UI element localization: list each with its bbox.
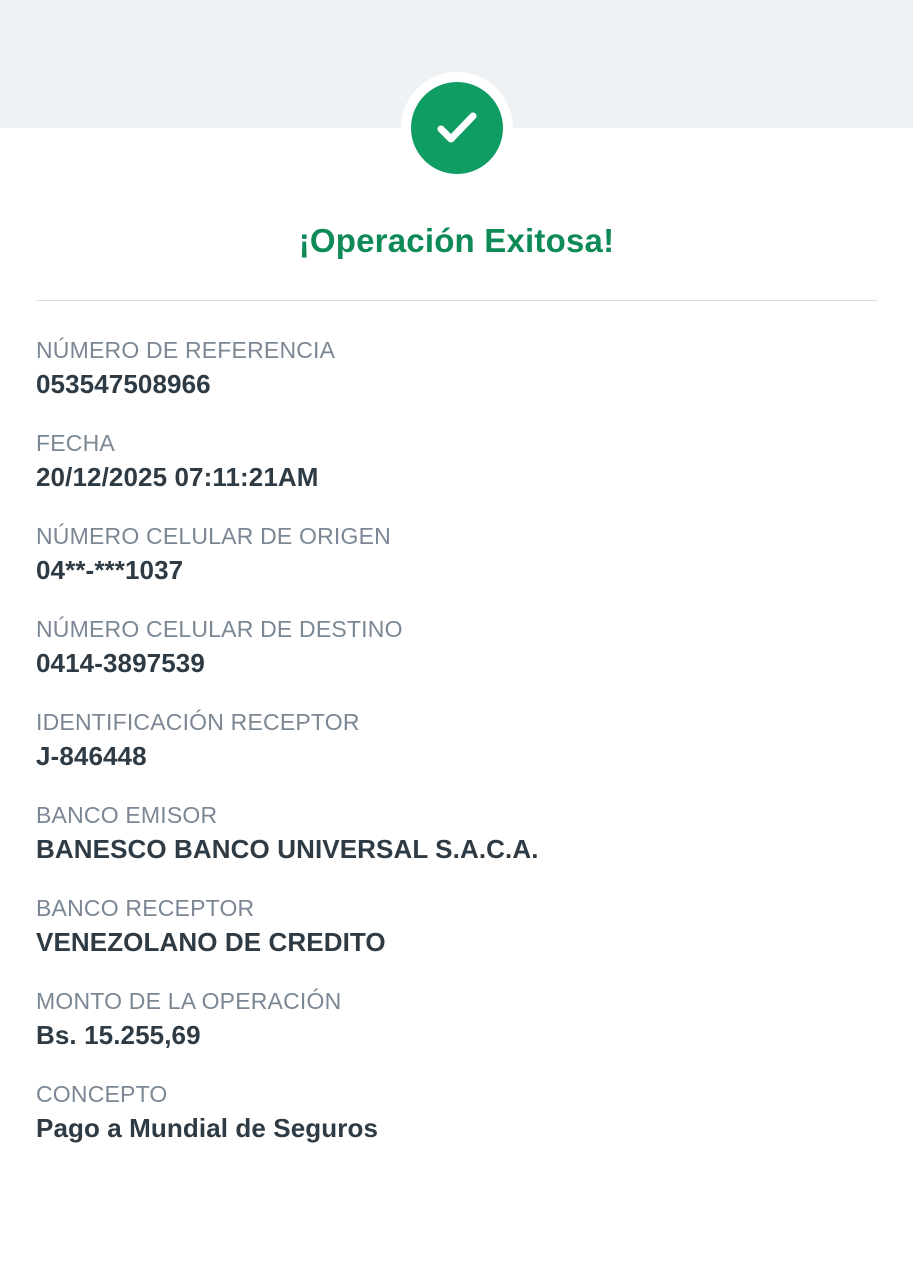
divider xyxy=(36,300,877,301)
field-label: NÚMERO CELULAR DE ORIGEN xyxy=(36,523,391,549)
list-item xyxy=(36,613,881,681)
field-value: Bs. 15.255,69 xyxy=(36,1020,201,1050)
list-item xyxy=(36,1078,881,1146)
field-value: 04**-***1037 xyxy=(36,555,184,585)
field-label: MONTO DE LA OPERACIÓN xyxy=(36,988,342,1014)
list-item xyxy=(36,520,881,588)
field-value: J-846448 xyxy=(36,741,147,771)
field-value: 0414-3897539 xyxy=(36,648,205,678)
field-label: NÚMERO DE REFERENCIA xyxy=(36,337,336,363)
list-item xyxy=(36,334,881,402)
field-label: CONCEPTO xyxy=(36,1081,168,1107)
field-value: VENEZOLANO DE CREDITO xyxy=(36,927,386,957)
field-label: FECHA xyxy=(36,430,115,456)
receipt-details xyxy=(36,334,881,1146)
field-value: Pago a Mundial de Seguros xyxy=(36,1113,378,1143)
field-value: 053547508966 xyxy=(36,369,211,399)
field-label: IDENTIFICACIÓN RECEPTOR xyxy=(36,709,360,735)
field-value: 20/12/2025 07:11:21AM xyxy=(36,462,319,492)
page-title: ¡Operación Exitosa! xyxy=(298,222,615,259)
status-badge xyxy=(401,72,513,184)
field-label: NÚMERO CELULAR DE DESTINO xyxy=(36,616,403,642)
list-item xyxy=(36,892,881,960)
check-circle-icon xyxy=(411,82,503,174)
list-item xyxy=(36,706,881,774)
list-item xyxy=(36,799,881,867)
field-label: BANCO RECEPTOR xyxy=(36,895,255,921)
list-item xyxy=(36,985,881,1053)
list-item xyxy=(36,427,881,495)
field-label: BANCO EMISOR xyxy=(36,802,218,828)
field-value: BANESCO BANCO UNIVERSAL S.A.C.A. xyxy=(36,834,539,864)
